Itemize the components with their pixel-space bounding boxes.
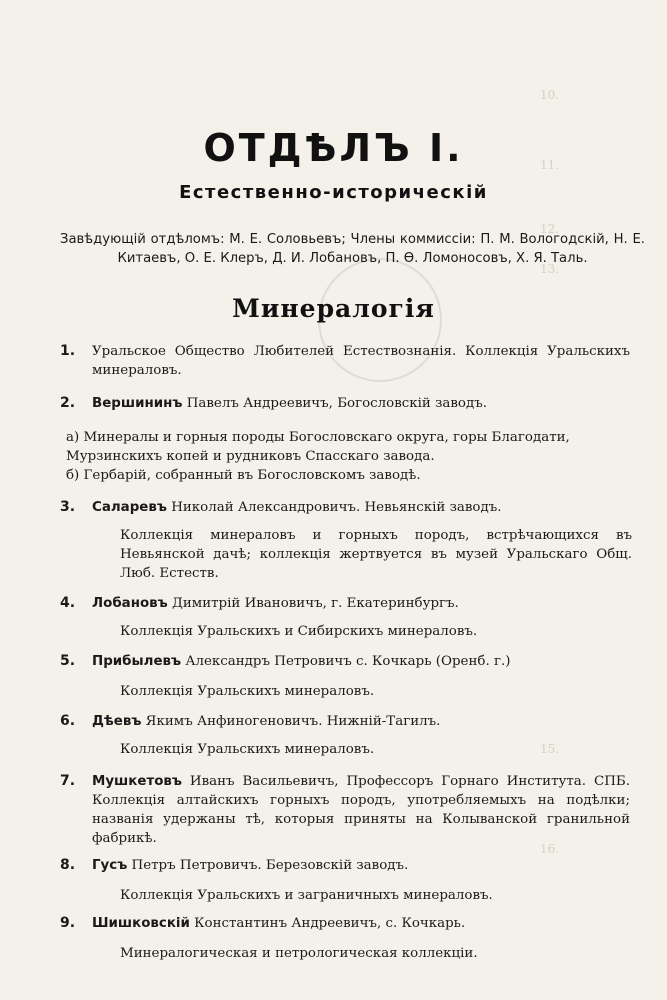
item-number: 5.	[60, 653, 76, 669]
item-text: Николай Александровичъ. Невьянскій заводъ.	[171, 500, 502, 515]
item-text: Иванъ Васильевичъ, Профессоръ Горнаго Института. СПБ. Коллекція алтайскихъ горныхъ породъ, употребляемыхъ на подѣлки; названія удержаны тѣ, которыя приняты на Колыванской гранильной фабрикѣ.	[92, 774, 630, 846]
item-text: Александръ Петровичъ с. Кочкарь (Оренб. г.)	[185, 654, 511, 669]
exhibitor-name: Вершининъ	[92, 396, 183, 411]
exhibitor-name: Лобановъ	[92, 596, 168, 611]
bleed-through: 15.	[540, 742, 560, 756]
exhibitor-name: Прибылевъ	[92, 654, 182, 669]
item-number: 7.	[60, 773, 76, 789]
item-number: 6.	[60, 713, 76, 729]
item-description: Коллекція Уральскихъ минераловъ.	[120, 742, 375, 757]
item-description: Коллекція Уральскихъ минераловъ.	[120, 684, 375, 699]
exhibitor-name: Гусъ	[92, 858, 128, 873]
department-staff: Завѣдующій отдѣломъ: М. Е. Соловьевъ; Члены коммиссіи: П. М. Вологодскій, Н. Е. Китаевъ, О. Е. Клеръ, Д. И. Лобановъ, П. Ѳ. Ломоносовъ, Х. Я. Таль.	[60, 232, 645, 266]
item-text: Павелъ Андреевичъ, Богословскій заводъ.	[186, 396, 488, 411]
exhibitor-name: Мушкетовъ	[92, 774, 182, 789]
bleed-through: 13.	[540, 262, 560, 276]
item-number: 9.	[60, 915, 76, 931]
item-text: Константинъ Андреевичъ, с. Кочкарь.	[194, 916, 466, 931]
item-number: 4.	[60, 595, 76, 611]
item-description: Коллекція минераловъ и горныхъ породъ, встрѣчающихся въ Невьянской дачѣ; коллекція жертвуется въ музей Уральскаго Общ. Люб. Естеств.	[120, 528, 632, 581]
department-title: ОТДѢЛЪ I.	[203, 126, 464, 170]
department-subtitle: Естественно-историческій	[179, 182, 488, 203]
item-text: Якимъ Анфиногеновичъ. Нижній-Тагилъ.	[145, 714, 441, 729]
bleed-through: 16.	[540, 842, 560, 856]
item-text: Димитрій Ивановичъ, г. Екатеринбургъ.	[171, 596, 459, 611]
bleed-through: 11.	[540, 158, 560, 172]
bleed-through: 10.	[540, 88, 560, 102]
item-text: Уральское Общество Любителей Естествознанія. Коллекція Уральскихъ минераловъ.	[92, 344, 630, 378]
item-number: 1.	[60, 343, 76, 359]
item-number: 2.	[60, 395, 76, 411]
item-description: Минералогическая и петрологическая коллекціи.	[120, 946, 478, 961]
exhibitor-name: Дѣевъ	[92, 714, 142, 729]
item-number: 8.	[60, 857, 76, 873]
section-title: Минералогія	[232, 294, 435, 323]
item-description: Коллекція Уральскихъ и Сибирскихъ минераловъ.	[120, 624, 478, 639]
item-number: 3.	[60, 499, 76, 515]
sub-item: б) Гербарій, собранный въ Богословскомъ заводѣ.	[66, 468, 421, 483]
item-description: Коллекція Уральскихъ и заграничныхъ минераловъ.	[120, 888, 493, 903]
sub-item: а) Минералы и горныя породы Богословскаго округа, горы Благодати, Мурзинскихъ копей и рудниковъ Спасскаго завода.	[66, 430, 570, 464]
item-text: Петръ Петровичъ. Березовскій заводъ.	[131, 858, 409, 873]
bleed-through: 12.	[540, 222, 560, 236]
exhibitor-name: Шишковскій	[92, 916, 190, 931]
exhibitor-name: Саларевъ	[92, 500, 167, 515]
